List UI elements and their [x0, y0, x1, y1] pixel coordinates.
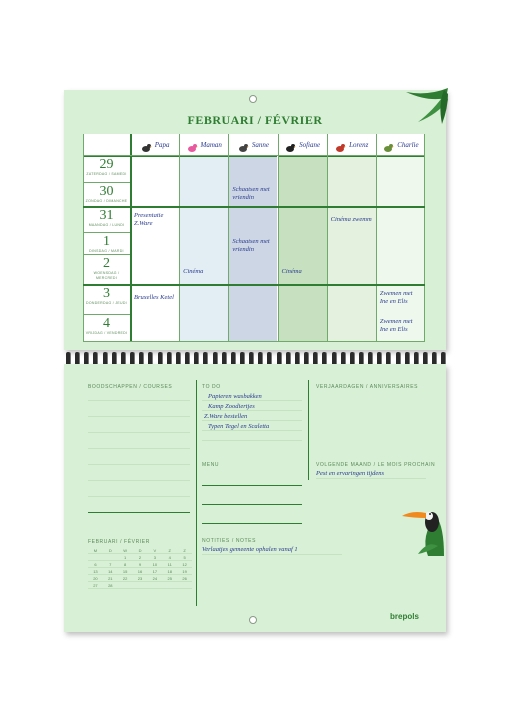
mini-calendar-row: [88, 561, 192, 568]
upcoming-line: [316, 478, 426, 479]
column-separator: [308, 380, 309, 480]
notes-label: NOTITIES / NOTES: [202, 538, 257, 544]
mini-calendar-cell: 1: [118, 554, 133, 561]
toucan-illustration: [398, 496, 446, 558]
calendar-entry[interactable]: Schaatsen met: [232, 186, 270, 193]
calendar-entry[interactable]: Cinéma: [183, 268, 204, 275]
day-number: 30: [99, 184, 114, 199]
mini-calendar-cell: 16: [133, 568, 148, 575]
mini-calendar-cell: 5: [177, 554, 192, 561]
shopping-label: BOODSCHAPPEN / COURSES: [88, 384, 173, 390]
column-papa[interactable]: [130, 134, 179, 341]
birthdays-label: VERJAARDAGEN / ANNIVERSAIRES: [316, 384, 419, 390]
mini-calendar-cell: 17: [147, 568, 162, 575]
mini-calendar-cell: [162, 582, 177, 589]
grid-vline: [327, 134, 328, 341]
mini-calendar-row: [88, 568, 192, 575]
mini-calendar-cell: 11: [162, 561, 177, 568]
calendar-entry[interactable]: Cinéma zwemm: [330, 216, 372, 223]
mini-calendar-cell: 15: [118, 568, 133, 575]
todo-line: [202, 440, 302, 441]
mini-calendar-row: [88, 547, 192, 554]
grid-hline: [83, 232, 130, 233]
shopping-line: [88, 496, 190, 497]
column-header: [278, 134, 327, 157]
mini-calendar-cell: M: [88, 547, 103, 554]
grid-hline: [83, 254, 130, 255]
day-number: 2: [103, 256, 110, 271]
grid-hline: [83, 284, 425, 286]
column-header-label: Papa: [154, 140, 170, 149]
mini-calendar-cell: 7: [103, 561, 118, 568]
column-header-label: Sofiane: [299, 140, 321, 149]
calendar-entry[interactable]: vriendin: [232, 194, 254, 201]
shopping-line: [88, 464, 190, 465]
mini-calendar-cell: 10: [147, 561, 162, 568]
column-header-label: Lorenz: [349, 140, 369, 149]
mini-calendar-cell: 25: [162, 575, 177, 582]
mini-calendar-cell: 3: [147, 554, 162, 561]
column-header-label: Charlie: [397, 140, 419, 149]
mini-calendar-cell: [88, 554, 103, 561]
mini-calendar-cell: 27: [88, 582, 103, 589]
mini-calendar-cell: 20: [88, 575, 103, 582]
mini-calendar-cell: 18: [162, 568, 177, 575]
column-header-label: Maman: [200, 140, 222, 149]
mini-calendar-cell: Z: [162, 547, 177, 554]
grid-hline: [83, 341, 425, 342]
todo-item: Typen Tegel en Scaletta: [208, 423, 270, 430]
mini-calendar: [88, 547, 192, 589]
day-cell: [83, 185, 130, 204]
calendar-entry[interactable]: Ine en Elis: [379, 326, 408, 333]
column-maman[interactable]: [179, 134, 228, 341]
mini-calendar-row: [88, 554, 192, 561]
punch-hole: [249, 616, 257, 624]
column-header: [376, 134, 425, 157]
mini-calendar-cell: [103, 554, 118, 561]
todo-item: Kamp Zoodiertjes: [208, 403, 255, 410]
calendar-entry[interactable]: vriendin: [232, 246, 254, 253]
mini-calendar-cell: 28: [103, 582, 118, 589]
grid-hline: [83, 314, 130, 315]
mini-calendar-cell: 6: [88, 561, 103, 568]
month-title: FEBRUARI / FÉVRIER: [187, 113, 323, 127]
mini-calendar-cell: 14: [103, 568, 118, 575]
calendar-entry[interactable]: Z.Ware: [134, 220, 153, 227]
mini-calendar-cell: 2: [133, 554, 148, 561]
notes-text: Verlaatjes gemeente ophalen vanaf 1: [202, 546, 298, 553]
gorilla-icon: [237, 140, 249, 150]
day-number: 1: [103, 234, 110, 249]
day-name: MAANDAG / LUNDI: [88, 223, 125, 227]
notes-line: [202, 554, 342, 555]
column-header-label: Sanne: [251, 140, 269, 149]
punch-hole: [249, 95, 257, 103]
grid-vline: [424, 134, 425, 341]
grid-vline: [130, 134, 132, 341]
day-name: DONDERDAG / JEUDI: [86, 301, 127, 305]
calendar-grid: [83, 134, 425, 341]
shopping-line: [88, 448, 190, 449]
column-lorenz[interactable]: [327, 134, 376, 341]
grid-vline: [228, 134, 229, 341]
calendar-page-bottom: [64, 364, 446, 632]
brand-logo: brepols: [390, 612, 419, 621]
column-charlie[interactable]: [376, 134, 425, 341]
menu-line: [202, 504, 302, 505]
shopping-line: [88, 416, 190, 417]
upcoming-text: Pest en ervaringen tijdens: [316, 470, 385, 477]
mini-calendar-cell: [118, 582, 133, 589]
mini-calendar-cell: 13: [88, 568, 103, 575]
shopping-line: [88, 400, 190, 401]
mini-calendar-row: [88, 582, 192, 589]
day-cell: [83, 235, 130, 254]
day-name: ZATERDAG / SAMEDI: [86, 172, 127, 176]
column-sofiane[interactable]: [278, 134, 327, 341]
day-cell: [83, 209, 130, 228]
mini-calendar-cell: [133, 582, 148, 589]
mini-calendar-cell: 23: [133, 575, 148, 582]
day-number: 29: [99, 157, 114, 172]
todo-line: [202, 430, 302, 431]
menu-label: MENU: [202, 462, 220, 468]
shopping-line: [88, 432, 190, 433]
lizard-icon: [382, 140, 394, 150]
mini-calendar-cell: 22: [118, 575, 133, 582]
bird-icon: [140, 140, 152, 150]
menu-line: [202, 523, 302, 524]
column-header: [228, 134, 277, 157]
day-name: VRIJDAG / VENDREDI: [85, 331, 128, 335]
day-column-header: [83, 134, 130, 157]
mini-calendar-cell: V: [147, 547, 162, 554]
grid-hline: [83, 155, 425, 156]
grid-vline: [376, 134, 377, 341]
upcoming-label: VOLGENDE MAAND / LE MOIS PROCHAIN: [316, 462, 436, 468]
day-number: 3: [103, 286, 110, 301]
column-header: [130, 134, 179, 157]
calendar-entry[interactable]: Presentatie: [134, 212, 164, 219]
grid-hline: [83, 182, 130, 183]
calendar-entry[interactable]: Cinéma: [281, 268, 302, 275]
day-name: WOENSDAG / MERCREDI: [93, 271, 120, 280]
todo-line: [202, 410, 302, 411]
flamingo-icon: [186, 140, 198, 150]
day-cell: [83, 317, 130, 336]
menu-line: [202, 485, 302, 486]
calendar-entry[interactable]: Bruxelles Ketel: [134, 294, 174, 301]
mini-calendar-cell: 21: [103, 575, 118, 582]
shopping-bottom-line: [88, 512, 190, 513]
calendar-entry[interactable]: Zwemen met: [379, 318, 413, 325]
mini-calendar-cell: 24: [147, 575, 162, 582]
column-header: [179, 134, 228, 157]
mini-calendar-cell: [177, 582, 192, 589]
calendar-entry[interactable]: Zwemen met: [379, 290, 413, 297]
mini-calendar-cell: D: [103, 547, 118, 554]
calendar-entry[interactable]: Schaatsen met: [232, 238, 270, 245]
mini-calendar-row: [88, 575, 192, 582]
grid-hline: [83, 206, 425, 208]
mini-calendar-label: FEBRUARI / FÉVRIER: [88, 539, 150, 545]
mini-calendar-cell: [147, 582, 162, 589]
day-cell: [83, 287, 130, 306]
grid-vline: [179, 134, 180, 341]
parrot-icon: [334, 140, 346, 150]
day-number: 31: [99, 208, 114, 223]
shopping-line: [88, 480, 190, 481]
mini-calendar-cell: Z: [177, 547, 192, 554]
mini-calendar-cell: 19: [177, 568, 192, 575]
todo-item: Papieren wasbakken: [208, 393, 262, 400]
mini-calendar-cell: 12: [177, 561, 192, 568]
day-cell: [83, 257, 130, 281]
day-number: 4: [103, 316, 110, 331]
mini-calendar-cell: 4: [162, 554, 177, 561]
todo-line: [202, 400, 302, 401]
day-name: DINSDAG / MARDI: [89, 249, 124, 253]
mini-calendar-cell: 9: [133, 561, 148, 568]
mini-calendar-cell: D: [133, 547, 148, 554]
todo-label: TO DO: [202, 384, 221, 390]
todo-line: [202, 420, 302, 421]
mini-calendar-cell: W: [118, 547, 133, 554]
day-cell: [83, 158, 130, 177]
mini-calendar-cell: 26: [177, 575, 192, 582]
toucan-icon: [284, 140, 296, 150]
column-separator: [196, 380, 197, 606]
calendar-entry[interactable]: Ine en Elis: [379, 298, 408, 305]
day-name: ZONDAG / DIMANCHE: [85, 199, 128, 203]
column-header: [327, 134, 376, 157]
todo-item: Z.Ware bestellen: [204, 413, 248, 420]
mini-calendar-cell: 8: [118, 561, 133, 568]
grid-vline: [278, 134, 279, 341]
